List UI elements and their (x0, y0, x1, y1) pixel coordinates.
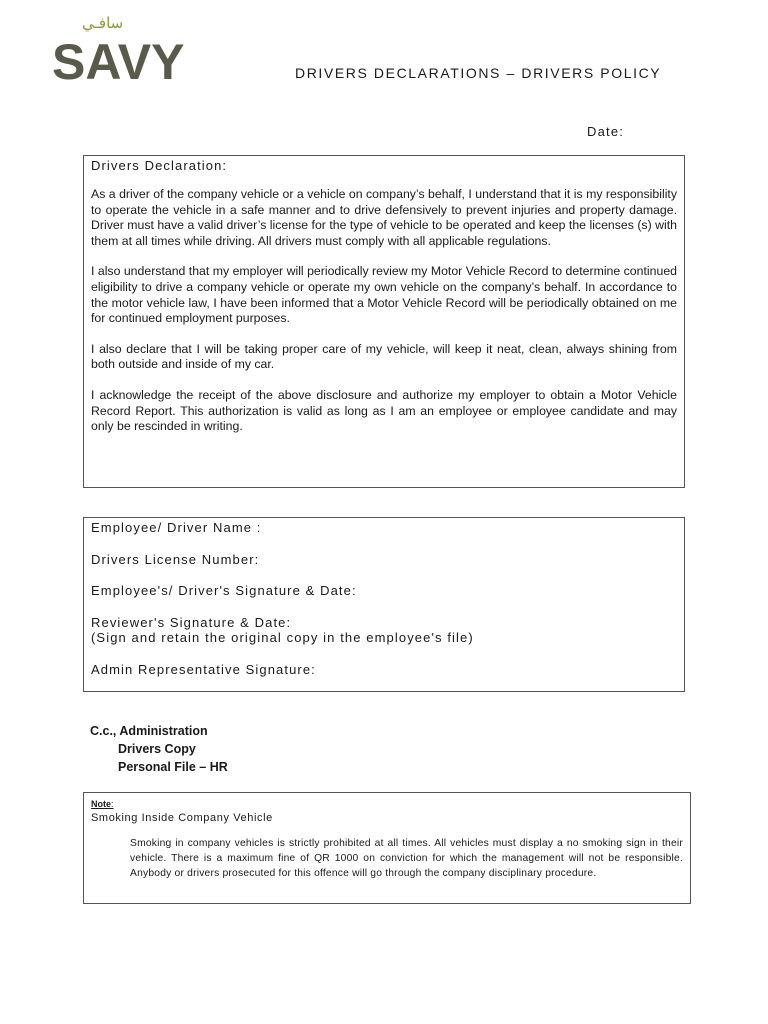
document-title: DRIVERS DECLARATIONS – DRIVERS POLICY (295, 65, 662, 81)
reviewer-signature-note: (Sign and retain the original copy in the employee's file) (91, 630, 474, 646)
declaration-paragraph: I acknowledge the receipt of the above disclosure and authorize my employer to obtain a Motor Vehicle Record Report. This authorization is valid as long as I am an employee or employee candidate and may only be rescinded in writing. (91, 387, 677, 434)
declaration-paragraph: I also declare that I will be taking proper care of my vehicle, will keep it neat, clean, always shining from both outside and inside of my car. (91, 341, 677, 372)
cc-line: Drivers Copy (118, 742, 196, 756)
note-label-colon: : (111, 799, 114, 809)
company-logo (52, 14, 202, 90)
employee-name-field: Employee/ Driver Name : (91, 520, 262, 535)
declaration-paragraph: I also understand that my employer will periodically review my Motor Vehicle Record to determine continued eligibility to drive a company vehicle or operate my own vehicle on the company’s behalf. In accordance to the motor vehicle law, I have been informed that a Motor Vehicle Record will be periodically obtained on me for continued employment purposes. (91, 264, 677, 326)
employee-details-box (83, 517, 685, 692)
reviewer-signature-field: Reviewer's Signature & Date: (91, 614, 292, 630)
note-body: Smoking in company vehicles is strictly prohibited at all times. All vehicles must display a no smoking sign in their vehicle. There is a maximum fine of QR 1000 on conviction for which the management will not be responsible. Anybody or drivers prosecuted for this offence will go through the company disciplinary procedure. (130, 838, 683, 879)
note-subtitle: Smoking Inside Company Vehicle (91, 812, 273, 824)
date-label: Date: (587, 124, 625, 139)
admin-signature-field: Admin Representative Signature: (91, 661, 316, 677)
employee-signature-field: Employee's/ Driver's Signature & Date: (91, 583, 357, 599)
declaration-title: Drivers Declaration: (91, 158, 228, 173)
declaration-box (83, 155, 685, 488)
note-box (83, 792, 691, 904)
license-number-field: Drivers License Number: (91, 551, 260, 567)
note-label: Note (91, 799, 111, 809)
declaration-paragraph: As a driver of the company vehicle or a vehicle on company’s behalf, I understand that it is my responsibility to operate the vehicle in a safe manner and to drive defensively to prevent injuries and property damage. Driver must have a valid driver’s license for the type of vehicle to be operated and keep the licenses (s) with them at all times while driving. All drivers must comply with all applicable regulations. (91, 187, 677, 248)
logo-arabic-text: سافـي (82, 14, 124, 32)
cc-list (90, 722, 228, 776)
note-label-row (91, 794, 683, 812)
cc-line: C.c., Administration (90, 724, 208, 738)
cc-line: Personal File – HR (118, 760, 228, 774)
logo-latin-text: SAVY (52, 34, 185, 90)
